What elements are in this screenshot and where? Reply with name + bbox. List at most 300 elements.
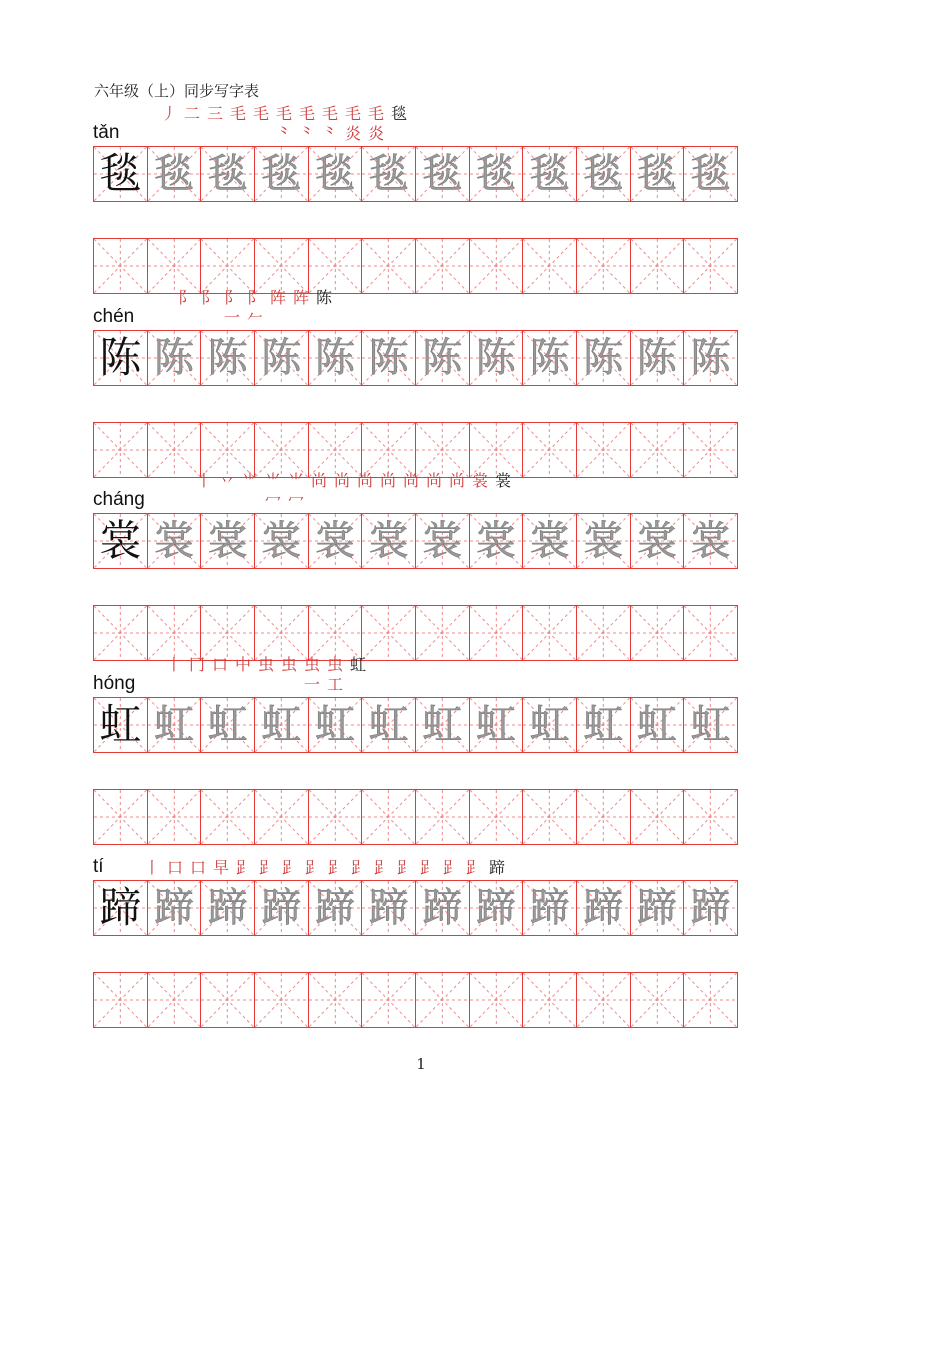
blank-cell[interactable] (254, 972, 309, 1028)
cell-guides (684, 790, 737, 844)
stroke-step: 尚 (308, 471, 330, 511)
stroke-step: 𧾷 (233, 858, 255, 878)
cell-guides (577, 606, 630, 660)
blank-cell[interactable] (522, 972, 577, 1028)
blank-cell[interactable] (93, 422, 148, 478)
trace-character: 裳 (314, 518, 355, 564)
tracing-row (93, 146, 749, 202)
trace-character: 虹 (583, 702, 624, 748)
cell-guides (577, 790, 630, 844)
stroke-step: 虹 (347, 655, 369, 695)
blank-cell[interactable] (254, 422, 309, 478)
trace-character: 陈 (207, 335, 248, 381)
page-title: 六年级（上）同步写字表 (94, 82, 260, 100)
blank-cell[interactable] (576, 789, 631, 845)
cell-guides (201, 423, 254, 477)
trace-character: 蹄 (314, 885, 355, 931)
cell-guides (201, 790, 254, 844)
model-character: 蹄 (99, 883, 142, 932)
stroke-step: 毛 (227, 104, 249, 144)
stroke-step: 尚 (354, 471, 376, 511)
trace-character: 蹄 (583, 885, 624, 931)
stroke-step: 陈 (313, 288, 335, 328)
entry-header (93, 104, 749, 146)
stroke-step: 虫 (278, 655, 300, 695)
trace-cell (630, 330, 685, 386)
cell-guides (577, 239, 630, 293)
blank-cell[interactable] (683, 972, 738, 1028)
trace-cell (469, 330, 524, 386)
blank-cell[interactable] (361, 422, 416, 478)
blank-cell[interactable] (147, 238, 202, 294)
cell-guides (94, 973, 147, 1027)
blank-cell[interactable] (415, 972, 470, 1028)
trace-cell (469, 146, 524, 202)
trace-character: 陈 (529, 335, 570, 381)
cell-guides (470, 239, 523, 293)
cell-guides (523, 790, 576, 844)
stroke-step: 丨 (193, 471, 215, 511)
trace-cell (361, 697, 416, 753)
trace-cell (361, 330, 416, 386)
stroke-step: 𧾷 (302, 858, 324, 878)
stroke-step: 毛⺀ (296, 104, 318, 144)
trace-character: 陈 (261, 335, 302, 381)
cell-guides (523, 973, 576, 1027)
cell-guides (148, 973, 201, 1027)
cell-guides (94, 423, 147, 477)
stroke-step: 阵 (290, 288, 312, 328)
stroke-step: 二 (181, 104, 203, 144)
trace-cell (415, 697, 470, 753)
blank-cell[interactable] (308, 972, 363, 1028)
trace-character: 虹 (636, 702, 677, 748)
blank-cell[interactable] (93, 238, 148, 294)
trace-cell (361, 880, 416, 936)
trace-cell (522, 697, 577, 753)
cell-guides (470, 606, 523, 660)
character-entry (93, 655, 749, 845)
stroke-order (193, 471, 514, 511)
cell-guides (577, 973, 630, 1027)
trace-cell (200, 513, 255, 569)
blank-cell[interactable] (254, 238, 309, 294)
cell-guides (94, 606, 147, 660)
cell-guides (631, 239, 684, 293)
trace-character: 蹄 (422, 885, 463, 931)
stroke-step: 毛炎 (365, 104, 387, 144)
stroke-step: 早 (210, 858, 232, 878)
blank-cell[interactable] (200, 789, 255, 845)
stroke-step: 阵 (267, 288, 289, 328)
blank-cell[interactable] (683, 422, 738, 478)
trace-cell (147, 146, 202, 202)
stroke-step: 毯 (388, 104, 410, 144)
pinyin-label: tí (93, 856, 104, 877)
blank-cell[interactable] (93, 789, 148, 845)
trace-cell (683, 880, 738, 936)
trace-cell (630, 697, 685, 753)
cell-guides (631, 790, 684, 844)
stroke-order (175, 288, 335, 328)
blank-cell[interactable] (254, 605, 309, 661)
trace-character: 蹄 (368, 885, 409, 931)
blank-cell[interactable] (361, 789, 416, 845)
trace-cell (576, 697, 631, 753)
cell-guides (148, 790, 201, 844)
stroke-step: 毛⺀ (319, 104, 341, 144)
cell-guides (416, 423, 469, 477)
blank-cell[interactable] (308, 789, 363, 845)
cell-guides (684, 423, 737, 477)
trace-character: 毯 (636, 151, 677, 197)
blank-writing-row (93, 789, 749, 845)
stroke-step: 丷 (216, 471, 238, 511)
cell-guides (416, 239, 469, 293)
trace-cell (576, 146, 631, 202)
stroke-step: 尚 (331, 471, 353, 511)
stroke-step: 口 (209, 655, 231, 695)
blank-cell[interactable] (522, 422, 577, 478)
blank-cell[interactable] (683, 605, 738, 661)
blank-cell[interactable] (576, 422, 631, 478)
trace-cell (254, 330, 309, 386)
blank-cell[interactable] (415, 422, 470, 478)
trace-cell (469, 697, 524, 753)
trace-character: 毯 (475, 151, 516, 197)
trace-cell (308, 880, 363, 936)
cell-guides (255, 423, 308, 477)
cell-guides (523, 423, 576, 477)
stroke-step: 冂 (186, 655, 208, 695)
trace-cell (361, 146, 416, 202)
stroke-step: 三 (204, 104, 226, 144)
cell-guides (470, 973, 523, 1027)
trace-character: 陈 (368, 335, 409, 381)
blank-cell[interactable] (576, 972, 631, 1028)
blank-cell[interactable] (200, 238, 255, 294)
stroke-step: 阝𠂉 (244, 288, 266, 328)
trace-cell (308, 513, 363, 569)
trace-cell (415, 513, 470, 569)
trace-character: 裳 (529, 518, 570, 564)
trace-character: 蹄 (690, 885, 731, 931)
blank-cell[interactable] (308, 605, 363, 661)
blank-cell[interactable] (308, 422, 363, 478)
cell-guides (309, 973, 362, 1027)
trace-character: 裳 (368, 518, 409, 564)
trace-cell (254, 880, 309, 936)
stroke-step: 口 (164, 858, 186, 878)
trace-character: 陈 (314, 335, 355, 381)
trace-character: 虹 (690, 702, 731, 748)
character-entry (93, 471, 749, 661)
blank-cell[interactable] (469, 422, 524, 478)
blank-cell[interactable] (576, 238, 631, 294)
trace-cell (683, 513, 738, 569)
trace-character: 蹄 (529, 885, 570, 931)
stroke-order (141, 858, 508, 878)
trace-cell (630, 146, 685, 202)
stroke-step: 裳 (469, 471, 491, 511)
cell-guides (309, 239, 362, 293)
trace-character: 毯 (261, 151, 302, 197)
model-cell (93, 880, 148, 936)
blank-cell[interactable] (308, 238, 363, 294)
cell-guides (362, 790, 415, 844)
cell-guides (684, 606, 737, 660)
tracing-row (93, 513, 749, 569)
stroke-step: 丿 (158, 104, 180, 144)
cell-guides (631, 973, 684, 1027)
trace-cell (683, 146, 738, 202)
blank-cell[interactable] (93, 605, 148, 661)
blank-cell[interactable] (361, 972, 416, 1028)
stroke-step: 阝 (175, 288, 197, 328)
blank-cell[interactable] (93, 972, 148, 1028)
character-entry (93, 850, 749, 1028)
stroke-step: 阝 (198, 288, 220, 328)
cell-guides (148, 423, 201, 477)
model-character: 虹 (99, 700, 142, 749)
trace-character: 陈 (690, 335, 731, 381)
stroke-order (163, 655, 369, 695)
stroke-step: 𧾷 (394, 858, 416, 878)
entry-header (93, 288, 749, 330)
trace-character: 裳 (475, 518, 516, 564)
model-cell (93, 697, 148, 753)
model-character: 毯 (99, 149, 142, 198)
blank-cell[interactable] (576, 605, 631, 661)
pinyin-label: hóng (93, 673, 136, 694)
trace-character: 裳 (261, 518, 302, 564)
model-character: 陈 (99, 333, 142, 382)
stroke-order (158, 104, 410, 144)
trace-cell (254, 697, 309, 753)
cell-guides (255, 790, 308, 844)
pinyin-label: chén (93, 306, 135, 327)
trace-character: 裳 (636, 518, 677, 564)
trace-character: 毯 (422, 151, 463, 197)
stroke-step: 蹄 (486, 858, 508, 878)
stroke-step: 尚 (446, 471, 468, 511)
cell-guides (523, 239, 576, 293)
stroke-step: 虫一 (301, 655, 323, 695)
blank-cell[interactable] (683, 789, 738, 845)
trace-cell (147, 513, 202, 569)
trace-cell (522, 146, 577, 202)
trace-character: 虹 (368, 702, 409, 748)
cell-guides (148, 239, 201, 293)
cell-guides (255, 239, 308, 293)
blank-cell[interactable] (361, 238, 416, 294)
blank-cell[interactable] (415, 605, 470, 661)
trace-character: 毯 (153, 151, 194, 197)
trace-cell (683, 330, 738, 386)
trace-character: 虹 (261, 702, 302, 748)
trace-cell (522, 330, 577, 386)
pinyin-label: cháng (93, 489, 145, 510)
blank-cell[interactable] (630, 422, 685, 478)
blank-cell[interactable] (200, 972, 255, 1028)
cell-guides (309, 606, 362, 660)
cell-guides (94, 239, 147, 293)
blank-cell[interactable] (522, 605, 577, 661)
trace-cell (361, 513, 416, 569)
blank-cell[interactable] (469, 972, 524, 1028)
trace-character: 毯 (529, 151, 570, 197)
stroke-step: 中 (232, 655, 254, 695)
trace-character: 虹 (207, 702, 248, 748)
blank-cell[interactable] (630, 972, 685, 1028)
stroke-step: 毛炎 (342, 104, 364, 144)
cell-guides (684, 973, 737, 1027)
trace-cell (308, 330, 363, 386)
cell-guides (362, 239, 415, 293)
trace-character: 蹄 (153, 885, 194, 931)
blank-cell[interactable] (522, 238, 577, 294)
stroke-step: 𧾷 (371, 858, 393, 878)
trace-character: 毯 (690, 151, 731, 197)
trace-character: 裳 (690, 518, 731, 564)
trace-character: 陈 (422, 335, 463, 381)
stroke-step: 毛⺀ (273, 104, 295, 144)
stroke-step: 𧾷 (463, 858, 485, 878)
trace-cell (683, 697, 738, 753)
blank-cell[interactable] (200, 605, 255, 661)
cell-guides (523, 606, 576, 660)
cell-guides (94, 790, 147, 844)
trace-character: 虹 (422, 702, 463, 748)
blank-cell[interactable] (147, 605, 202, 661)
trace-character: 蹄 (207, 885, 248, 931)
cell-guides (577, 423, 630, 477)
trace-character: 陈 (475, 335, 516, 381)
blank-cell[interactable] (415, 789, 470, 845)
model-cell (93, 330, 148, 386)
model-cell (93, 146, 148, 202)
cell-guides (309, 790, 362, 844)
trace-character: 蹄 (261, 885, 302, 931)
trace-cell (469, 513, 524, 569)
entry-header (93, 471, 749, 513)
character-entry (93, 288, 749, 478)
blank-writing-row (93, 972, 749, 1028)
trace-character: 裳 (422, 518, 463, 564)
trace-cell (630, 880, 685, 936)
stroke-step: 丨 (163, 655, 185, 695)
trace-cell (415, 330, 470, 386)
trace-character: 虹 (475, 702, 516, 748)
character-entry (93, 104, 749, 294)
trace-character: 虹 (314, 702, 355, 748)
blank-cell[interactable] (469, 789, 524, 845)
stroke-step: 虫 (255, 655, 277, 695)
cell-guides (416, 606, 469, 660)
blank-cell[interactable] (361, 605, 416, 661)
cell-guides (684, 239, 737, 293)
trace-character: 毯 (314, 151, 355, 197)
blank-cell[interactable] (200, 422, 255, 478)
blank-writing-row (93, 422, 749, 478)
cell-guides (362, 606, 415, 660)
blank-writing-row (93, 605, 749, 661)
cell-guides (255, 606, 308, 660)
trace-cell (200, 880, 255, 936)
cell-guides (255, 973, 308, 1027)
entry-header (93, 850, 749, 880)
blank-cell[interactable] (147, 972, 202, 1028)
blank-cell[interactable] (254, 789, 309, 845)
stroke-step: 尚 (400, 471, 422, 511)
cell-guides (362, 973, 415, 1027)
blank-cell[interactable] (630, 238, 685, 294)
trace-cell (522, 513, 577, 569)
cell-guides (201, 239, 254, 293)
trace-cell (630, 513, 685, 569)
stroke-step: 𧾷 (440, 858, 462, 878)
cell-guides (416, 973, 469, 1027)
stroke-step: 𧾷 (325, 858, 347, 878)
blank-cell[interactable] (147, 789, 202, 845)
trace-cell (200, 330, 255, 386)
stroke-step: 𧾷 (279, 858, 301, 878)
blank-cell[interactable] (630, 789, 685, 845)
trace-character: 裳 (153, 518, 194, 564)
tracing-row (93, 330, 749, 386)
blank-cell[interactable] (469, 605, 524, 661)
trace-cell (147, 330, 202, 386)
trace-character: 裳 (207, 518, 248, 564)
cell-guides (201, 606, 254, 660)
stroke-step: ⺌ (239, 471, 261, 511)
cell-guides (631, 423, 684, 477)
trace-cell (308, 146, 363, 202)
stroke-step: ⺌冖 (285, 471, 307, 511)
trace-cell (415, 880, 470, 936)
tracing-row (93, 880, 749, 936)
trace-character: 蹄 (636, 885, 677, 931)
blank-cell[interactable] (630, 605, 685, 661)
blank-cell[interactable] (522, 789, 577, 845)
trace-character: 毯 (207, 151, 248, 197)
trace-cell (200, 146, 255, 202)
blank-cell[interactable] (683, 238, 738, 294)
stroke-step: 𧾷 (256, 858, 278, 878)
entry-header (93, 655, 749, 697)
stroke-step: 丨 (141, 858, 163, 878)
model-cell (93, 513, 148, 569)
tracing-row (93, 697, 749, 753)
stroke-step: 毛 (250, 104, 272, 144)
trace-character: 虹 (153, 702, 194, 748)
trace-cell (200, 697, 255, 753)
stroke-step: 口 (187, 858, 209, 878)
trace-cell (576, 513, 631, 569)
model-character: 裳 (99, 516, 142, 565)
cell-guides (201, 973, 254, 1027)
blank-cell[interactable] (147, 422, 202, 478)
trace-character: 蹄 (475, 885, 516, 931)
trace-character: 毯 (583, 151, 624, 197)
stroke-step: 𧾷 (417, 858, 439, 878)
stroke-step: 尚 (377, 471, 399, 511)
stroke-step: 尚 (423, 471, 445, 511)
blank-cell[interactable] (469, 238, 524, 294)
blank-cell[interactable] (415, 238, 470, 294)
stroke-step: 裳 (492, 471, 514, 511)
trace-cell (576, 880, 631, 936)
